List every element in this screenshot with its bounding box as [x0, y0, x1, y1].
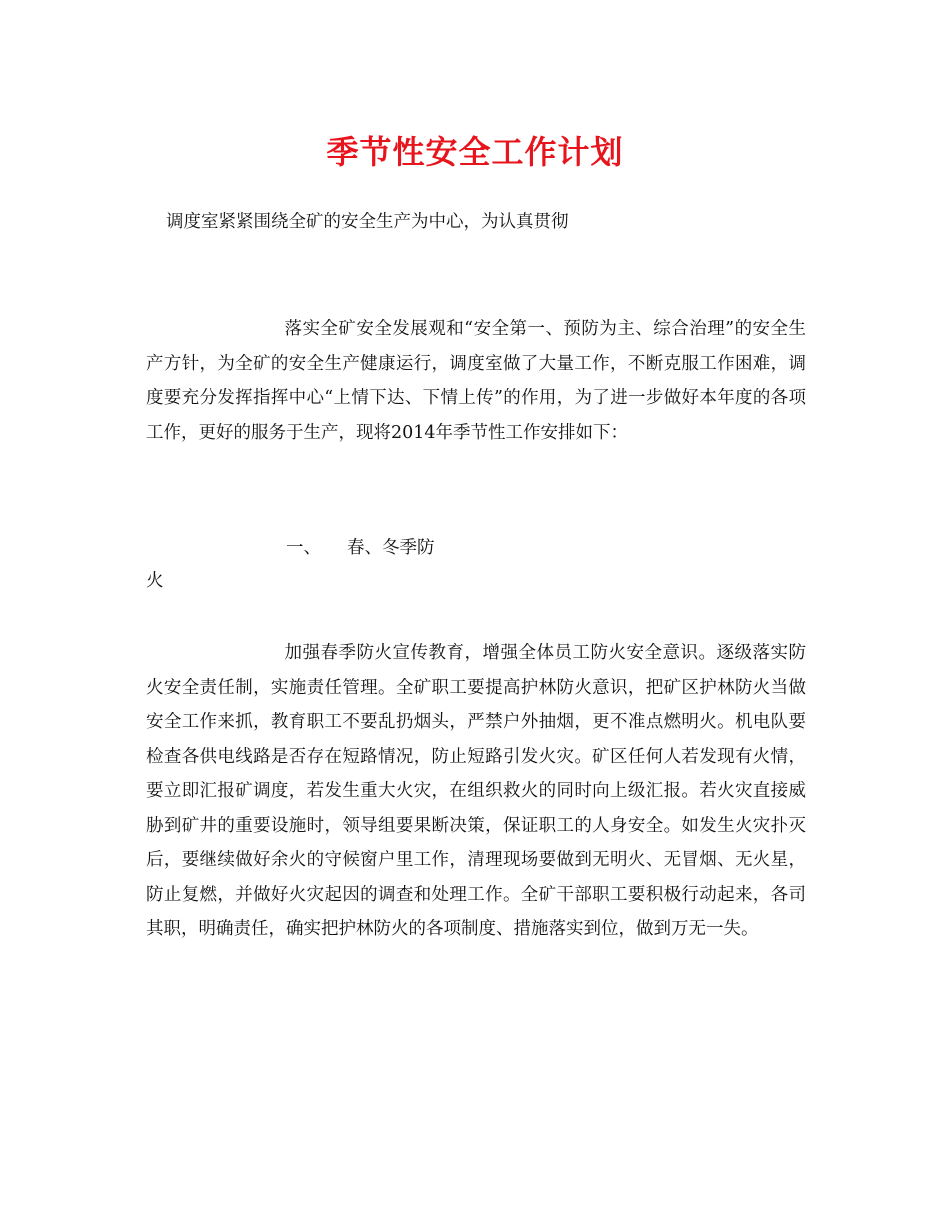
section-1-number: 一、	[286, 538, 321, 558]
intro-line: 调度室紧紧围绕全矿的安全生产为中心，为认真贯彻	[166, 212, 569, 232]
paragraph-2	[146, 636, 806, 947]
document-title: 季节性安全工作计划	[326, 133, 624, 171]
paragraph-1	[146, 312, 806, 450]
section-1-heading-text: 春、冬季防	[347, 538, 435, 558]
section-1-heading-continued: 火	[146, 571, 164, 591]
paragraph-2-text: 加强春季防火宣传教育，增强全体员工防火安全意识。逐级落实防火安全责任制，实施责任管理。全矿职工要提高护林防火意识，把矿区护林防火当做安全工作来抓，教育职工不要乱扔烟头，严禁户外抽烟，更不准点燃明火。机电队要检查各供电线路是否存在短路情况，防止短路引发火灾。矿区任何人若发现有火情，要立即汇报矿调度，若发生重大火灾，在组织救火的同时向上级汇报。若火灾直接威胁到矿井的重要设施时，领导组要果断决策，保证职工的人身安全。如发生火灾扑灭后，要继续做好余火的守候窗户里工作，清理现场要做到无明火、无冒烟、无火星，防止复燃，并做好火灾起因的调查和处理工作。全矿干部职工要积极行动起来，各司其职，明确责任，确实把护林防火的各项制度、措施落实到位，做到万无一失。	[146, 643, 806, 939]
section-1-heading	[286, 535, 435, 561]
paragraph-1-text: 落实全矿安全发展观和“安全第一、预防为主、综合治理”的安全生产方针，为全矿的安全生产健康运行，调度室做了大量工作，不断克服工作困难，调度要充分发挥指挥中心“上情下达、下情上传”的作用，为了进一步做好本年度的各项工作，更好的服务于生产，现将2014年季节性工作安排如下：	[146, 319, 806, 443]
